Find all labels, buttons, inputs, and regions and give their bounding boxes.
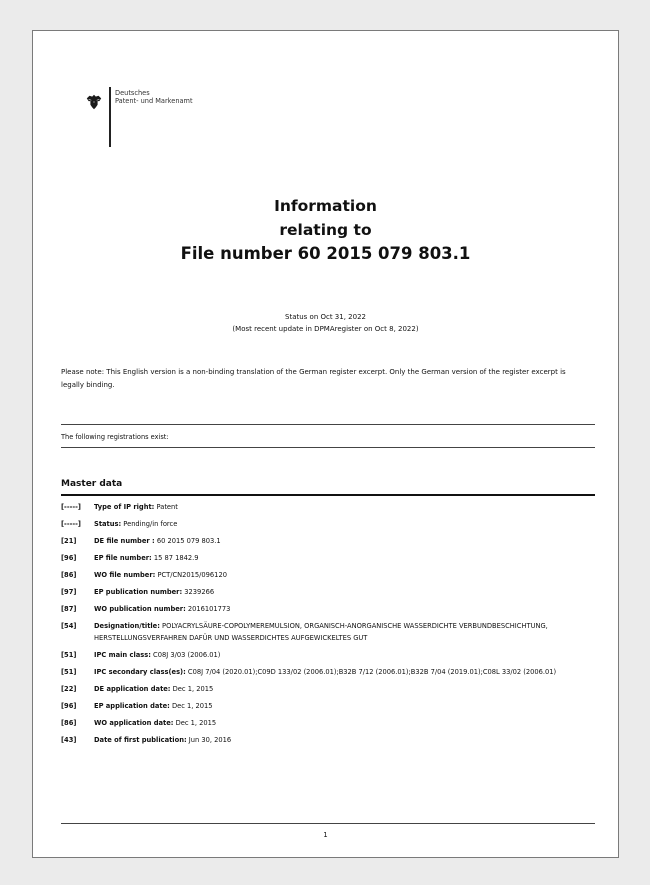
field-label: EP application date:: [94, 702, 170, 710]
row-content: [94, 620, 589, 644]
inid-code: [86]: [61, 571, 77, 579]
inid-code: [-----]: [61, 520, 81, 528]
field-value: 3239266: [184, 588, 215, 596]
master-data-row: [61, 569, 589, 581]
title-line-1: Information: [274, 197, 377, 215]
field-label: IPC secondary class(es):: [94, 668, 186, 676]
inid-code: [96]: [61, 554, 77, 562]
office-name-line-2: Patent- und Markenamt: [115, 97, 193, 106]
field-value: Dec 1, 2015: [175, 719, 217, 727]
row-content: [94, 683, 589, 695]
field-value: C08J 7/04 (2020.01);C09D 133/02 (2006.01);B32B 7/12 (2006.01);B32B 7/04 (2019.01);C08L 33/02 (2006.01): [187, 668, 557, 676]
field-value: Pending/in force: [123, 520, 178, 528]
master-data-row: [61, 683, 589, 695]
row-content: [94, 700, 589, 712]
field-label: Designation/title:: [94, 622, 160, 630]
file-number-title: File number 60 2015 079 803.1: [180, 244, 471, 263]
field-label: Date of first publication:: [94, 736, 187, 744]
field-label: DE file number :: [94, 537, 155, 545]
status-date: Status on Oct 31, 2022: [285, 313, 366, 321]
divider-regs: [61, 447, 595, 448]
inid-code: [43]: [61, 736, 77, 744]
page-number: 1: [323, 831, 328, 839]
row-content: [94, 586, 589, 598]
inid-code: [86]: [61, 719, 77, 727]
field-label: WO file number:: [94, 571, 156, 579]
field-value: Jun 30, 2016: [188, 736, 232, 744]
row-content: [94, 535, 589, 547]
master-data-row: [61, 518, 589, 530]
logo-divider: [109, 87, 111, 147]
field-label: EP file number:: [94, 554, 152, 562]
row-content: [94, 569, 589, 581]
field-value: Patent: [156, 503, 178, 511]
master-data-row: [61, 620, 589, 644]
document-page: [32, 30, 619, 858]
row-content: [94, 518, 589, 530]
field-value: POLYACRYLSÄURE-COPOLYMEREMULSION, ORGANISCH-ANORGANISCHE WASSERDICHTE VERBUNDBESCHICHTUNG, HERSTELLUNGSVERFAHREN DAFÜR UND WASSERDICHTES AUFGEWICKELTES GUT: [94, 622, 548, 642]
inid-code: [21]: [61, 537, 77, 545]
master-data-row: [61, 586, 589, 598]
master-data-row: [61, 535, 589, 547]
master-data-row: [61, 501, 589, 513]
row-content: [94, 734, 589, 746]
field-value: C08J 3/03 (2006.01): [153, 651, 221, 659]
field-label: DE application date:: [94, 685, 171, 693]
last-update: (Most recent update in DPMAregister on Oct 8, 2022): [232, 325, 419, 333]
federal-eagle-icon: [85, 93, 103, 111]
master-data-list: [61, 501, 589, 751]
field-label: Status:: [94, 520, 122, 528]
inid-code: [87]: [61, 605, 77, 613]
inid-code: [22]: [61, 685, 77, 693]
field-value: Dec 1, 2015: [171, 702, 213, 710]
divider-top: [61, 424, 595, 425]
office-name: [115, 89, 193, 106]
master-data-row: [61, 700, 589, 712]
inid-code: [97]: [61, 588, 77, 596]
field-value: 15 87 1842.9: [153, 554, 199, 562]
inid-code: [-----]: [61, 503, 81, 511]
registrations-text: The following registrations exist:: [61, 433, 169, 441]
row-content: [94, 603, 589, 615]
row-content: [94, 666, 589, 678]
office-name-line-1: Deutsches: [115, 89, 150, 97]
master-data-row: [61, 734, 589, 746]
row-content: [94, 649, 589, 661]
field-value: 60 2015 079 803.1: [156, 537, 221, 545]
field-label: WO publication number:: [94, 605, 186, 613]
field-value: Dec 1, 2015: [172, 685, 214, 693]
field-label: Type of IP right:: [94, 503, 155, 511]
master-data-row: [61, 717, 589, 729]
section-title-master-data: Master data: [61, 479, 123, 489]
translation-note: Please note: This English version is a non-binding translation of the German register excerpt. Only the German version of the register excerpt is legally binding.: [61, 368, 566, 389]
field-label: WO application date:: [94, 719, 174, 727]
master-data-row: [61, 603, 589, 615]
master-data-row: [61, 552, 589, 564]
row-content: [94, 552, 589, 564]
field-value: 2016101773: [187, 605, 231, 613]
field-label: IPC main class:: [94, 651, 151, 659]
row-content: [94, 717, 589, 729]
inid-code: [54]: [61, 622, 77, 630]
divider-bottom: [61, 823, 595, 824]
master-data-row: [61, 649, 589, 661]
inid-code: [51]: [61, 668, 77, 676]
inid-code: [51]: [61, 651, 77, 659]
document-title: [33, 194, 618, 266]
status-block: [33, 311, 618, 335]
section-underline: [61, 494, 595, 496]
title-line-2: relating to: [279, 221, 372, 239]
row-content: [94, 501, 589, 513]
field-label: EP publication number:: [94, 588, 183, 596]
master-data-row: [61, 666, 589, 678]
inid-code: [96]: [61, 702, 77, 710]
field-value: PCT/CN2015/096120: [157, 571, 227, 579]
